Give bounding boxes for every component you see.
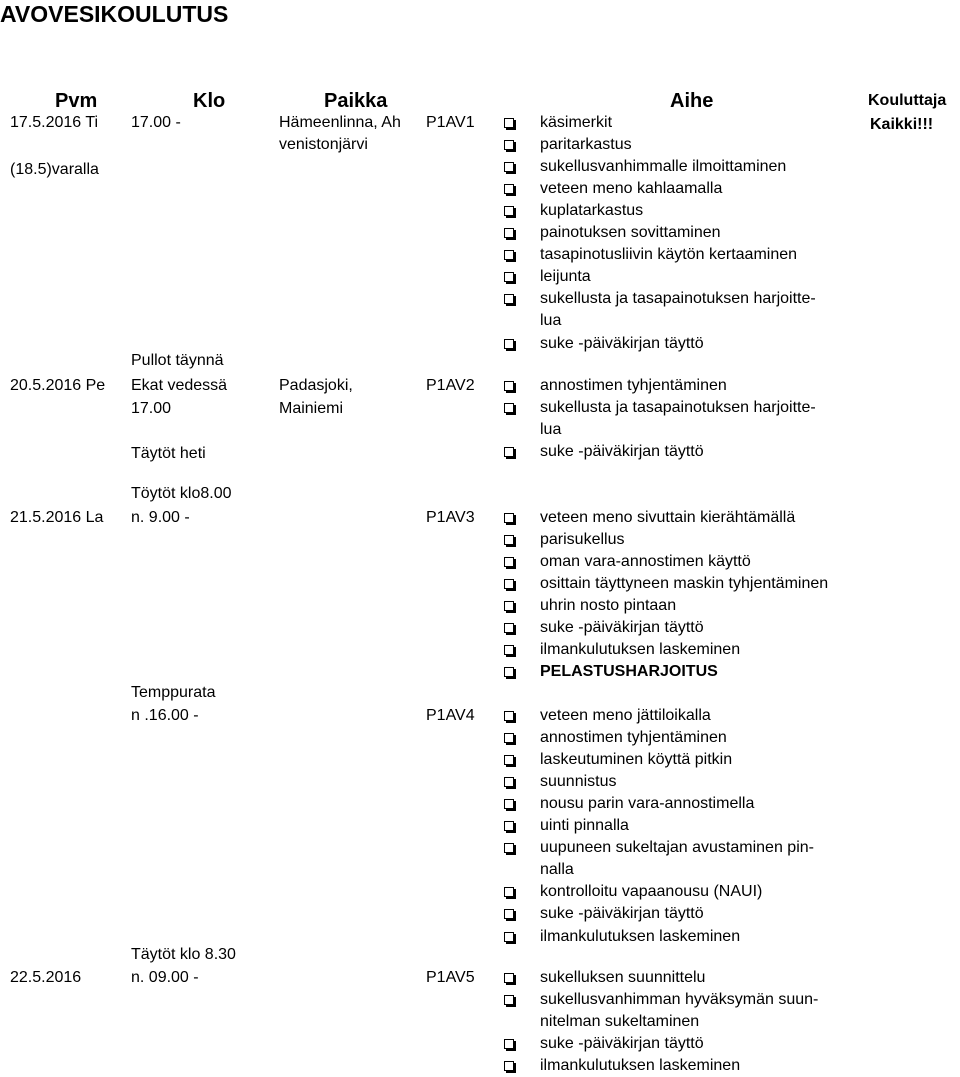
- session-place: Mainiemi: [279, 400, 344, 417]
- topic-item: veteen meno kahlaamalla: [540, 180, 723, 198]
- topic-item: kuplatarkastus: [540, 202, 644, 220]
- topic-item: parisukellus: [540, 531, 625, 549]
- checkbox-bullet-icon: [504, 272, 514, 282]
- topic-item: nalla: [540, 861, 574, 879]
- checkbox-bullet-icon: [504, 339, 514, 349]
- session-code: P1AV5: [426, 969, 475, 986]
- topic-item: sukelluksen suunnittelu: [540, 969, 706, 986]
- checkbox-bullet-icon: [504, 513, 514, 523]
- checkbox-bullet-icon: [504, 799, 514, 809]
- checkbox-bullet-icon: [504, 887, 514, 897]
- session-date-note: (18.5)varalla: [10, 161, 99, 178]
- topic-item: ilmankulutuksen laskeminen: [540, 641, 741, 659]
- session-code: P1AV4: [426, 707, 475, 724]
- session-trainer: Kaikki!!!: [870, 116, 934, 133]
- session-time: Pullot täynnä: [131, 352, 224, 369]
- checkbox-bullet-icon: [504, 403, 514, 413]
- topic-item: ilmankulutuksen laskeminen: [540, 1057, 741, 1075]
- checkbox-bullet-icon: [504, 777, 514, 787]
- session-time: n. 9.00 -: [131, 509, 190, 526]
- session-place: Hämeenlinna, Ah: [279, 114, 401, 131]
- checkbox-bullet-icon: [504, 140, 514, 150]
- checkbox-bullet-icon: [504, 843, 514, 853]
- topic-item: uhrin nosto pintaan: [540, 597, 677, 615]
- session-time: Ekat vedessä: [131, 377, 228, 394]
- header-pvm: Pvm: [55, 90, 98, 112]
- topic-item: annostimen tyhjentäminen: [540, 377, 727, 394]
- checkbox-bullet-icon: [504, 667, 514, 677]
- topic-item: painotuksen sovittaminen: [540, 224, 721, 242]
- checkbox-bullet-icon: [504, 645, 514, 655]
- session-place: Padasjoki,: [279, 377, 353, 394]
- topic-item: suke -päiväkirjan täyttö: [540, 334, 704, 352]
- checkbox-bullet-icon: [504, 821, 514, 831]
- session-code: P1AV3: [426, 509, 475, 526]
- checkbox-bullet-icon: [504, 733, 514, 743]
- checkbox-bullet-icon: [504, 118, 514, 128]
- session-time: 17.00: [131, 400, 172, 417]
- session-time: Täytöt klo 8.30: [131, 946, 236, 963]
- topic-item: lua: [540, 421, 562, 439]
- checkbox-bullet-icon: [504, 995, 514, 1005]
- topic-item: annostimen tyhjentäminen: [540, 729, 727, 747]
- topic-item: osittain täyttyneen maskin tyhjentäminen: [540, 575, 829, 593]
- page-title: AVOVESIKOULUTUS: [0, 1, 229, 27]
- checkbox-bullet-icon: [504, 447, 514, 457]
- header-aihe: Aihe: [670, 90, 714, 112]
- checkbox-bullet-icon: [504, 932, 514, 942]
- checkbox-bullet-icon: [504, 184, 514, 194]
- topic-item: paritarkastus: [540, 136, 632, 154]
- topic-item: laskeutuminen köyttä pitkin: [540, 751, 733, 769]
- session-code: P1AV2: [426, 377, 475, 394]
- topic-item: suke -päiväkirjan täyttö: [540, 1035, 704, 1053]
- checkbox-bullet-icon: [504, 162, 514, 172]
- session-time: n. 09.00 -: [131, 969, 199, 986]
- checkbox-bullet-icon: [504, 711, 514, 721]
- topic-item: oman vara-annostimen käyttö: [540, 553, 751, 571]
- session-date: 22.5.2016: [10, 969, 82, 986]
- topic-item: uupuneen sukeltajan avustaminen pin-: [540, 839, 814, 857]
- topic-item: suke -päiväkirjan täyttö: [540, 619, 704, 637]
- topic-item: leijunta: [540, 268, 591, 286]
- topic-item: nousu parin vara-annostimella: [540, 795, 755, 813]
- checkbox-bullet-icon: [504, 623, 514, 633]
- checkbox-bullet-icon: [504, 250, 514, 260]
- session-date: 20.5.2016 Pe: [10, 377, 106, 394]
- header-klo: Klo: [193, 90, 226, 112]
- topic-item: lua: [540, 312, 562, 330]
- topic-item: tasapinotusliivin käytön kertaaminen: [540, 246, 798, 264]
- topic-item: sukellusta ja tasapainotuksen harjoitte-: [540, 290, 816, 308]
- session-time: Töytöt klo8.00: [131, 485, 232, 502]
- topic-item: nitelman sukeltaminen: [540, 1013, 700, 1031]
- checkbox-bullet-icon: [504, 579, 514, 589]
- topic-item: kontrolloitu vapaanousu (NAUI): [540, 883, 763, 901]
- topic-item: suunnistus: [540, 773, 617, 791]
- topic-item: sukellusvanhimmalle ilmoittaminen: [540, 158, 787, 176]
- topic-item: uinti pinnalla: [540, 817, 629, 835]
- checkbox-bullet-icon: [504, 1039, 514, 1049]
- session-date: 17.5.2016 Ti: [10, 114, 99, 131]
- checkbox-bullet-icon: [504, 557, 514, 567]
- topic-item: veteen meno jättiloikalla: [540, 707, 711, 724]
- checkbox-bullet-icon: [504, 381, 514, 391]
- session-time: Täytöt heti: [131, 445, 206, 462]
- session-date: 21.5.2016 La: [10, 509, 104, 526]
- session-time: n .16.00 -: [131, 707, 199, 724]
- checkbox-bullet-icon: [504, 973, 514, 983]
- checkbox-bullet-icon: [504, 228, 514, 238]
- session-time: Temppurata: [131, 684, 216, 701]
- topic-item: veteen meno sivuttain kierähtämällä: [540, 509, 796, 526]
- session-place: venistonjärvi: [279, 136, 368, 153]
- checkbox-bullet-icon: [504, 535, 514, 545]
- checkbox-bullet-icon: [504, 755, 514, 765]
- checkbox-bullet-icon: [504, 294, 514, 304]
- topic-item: PELASTUSHARJOITUS: [540, 663, 718, 681]
- topic-item: suke -päiväkirjan täyttö: [540, 905, 704, 923]
- checkbox-bullet-icon: [504, 601, 514, 611]
- checkbox-bullet-icon: [504, 206, 514, 216]
- session-time: 17.00 -: [131, 114, 181, 131]
- header-paikka: Paikka: [324, 90, 388, 112]
- topic-item: sukellusvanhimman hyväksymän suun-: [540, 991, 819, 1009]
- header-kouluttaja: Kouluttaja: [868, 92, 947, 109]
- topic-item: käsimerkit: [540, 114, 613, 131]
- topic-item: sukellusta ja tasapainotuksen harjoitte-: [540, 399, 816, 417]
- checkbox-bullet-icon: [504, 909, 514, 919]
- session-code: P1AV1: [426, 114, 475, 131]
- topic-item: suke -päiväkirjan täyttö: [540, 443, 704, 461]
- topic-item: ilmankulutuksen laskeminen: [540, 927, 741, 945]
- checkbox-bullet-icon: [504, 1061, 514, 1071]
